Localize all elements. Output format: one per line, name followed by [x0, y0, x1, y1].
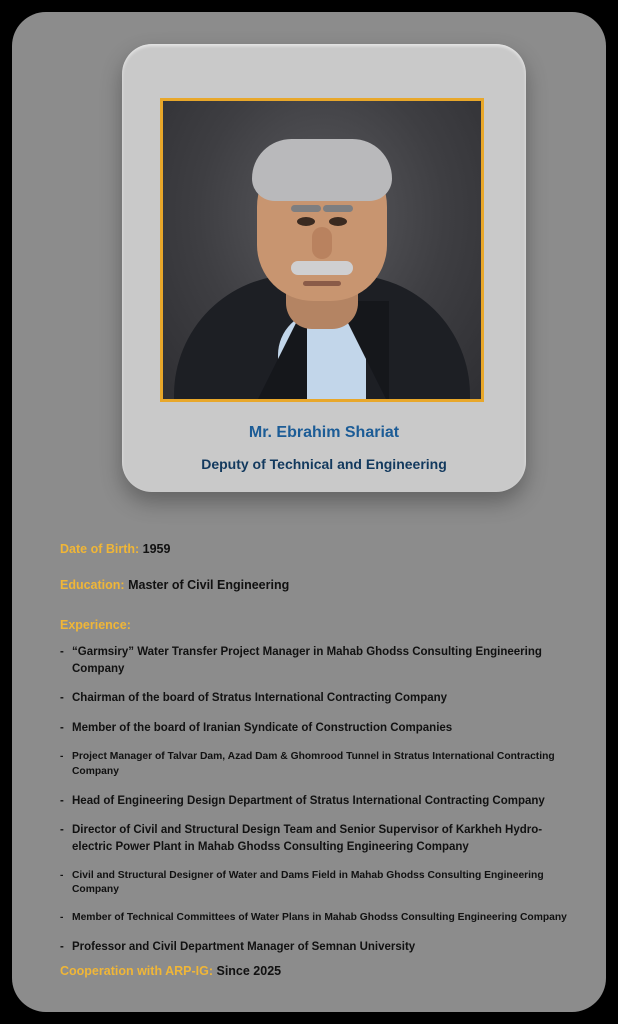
portrait-frame — [160, 98, 484, 402]
bullet-dash: - — [60, 692, 64, 705]
bullet-dash: - — [60, 912, 64, 924]
list-item-text: Civil and Structural Designer of Water and Dams Field in Mahab Ghodss Consulting Engineering Company — [72, 869, 544, 896]
list-item — [60, 720, 570, 737]
hair-shape — [252, 139, 392, 201]
date-of-birth-value: 1959 — [142, 542, 171, 556]
date-of-birth-label: Date of Birth: — [60, 542, 140, 556]
list-item — [60, 750, 570, 780]
bullet-dash: - — [60, 824, 64, 837]
list-item — [60, 822, 570, 855]
list-item-text: Chairman of the board of Stratus International Contracting Company — [72, 692, 448, 705]
profile-page — [12, 12, 606, 1012]
education-row — [60, 578, 570, 592]
experience-label: Experience: — [60, 618, 131, 632]
cooperation-value: Since 2025 — [216, 964, 282, 978]
photo-card — [122, 44, 526, 492]
eyebrow-left-shape — [291, 205, 321, 212]
list-item-text: Member of Technical Committees of Water Plans in Mahab Ghodss Consulting Engineering Company — [72, 912, 567, 924]
list-item-text: Member of the board of Iranian Syndicate of Construction Companies — [72, 722, 453, 735]
list-item-text: Project Manager of Talvar Dam, Azad Dam & Ghomrood Tunnel in Stratus International Contracting Company — [72, 750, 555, 777]
list-item — [60, 869, 570, 899]
list-item-text: Director of Civil and Structural Design Team and Senior Supervisor of Karkheh Hydro-electric Power Plant in Mahab Ghodss Consulting Engineering Company — [72, 824, 543, 853]
date-of-birth-row — [60, 542, 570, 556]
eye-left-shape — [297, 217, 315, 226]
cooperation-label: Cooperation with ARP-IG: — [60, 964, 213, 978]
cooperation-row — [60, 964, 281, 978]
person-name: Mr. Ebrahim Shariat — [248, 424, 400, 441]
list-item — [60, 644, 570, 677]
bullet-dash: - — [60, 794, 64, 807]
mouth-shape — [303, 281, 341, 286]
bullet-dash: - — [60, 646, 64, 658]
bullet-dash: - — [60, 722, 64, 735]
bullet-dash: - — [60, 869, 64, 881]
eye-right-shape — [329, 217, 347, 226]
list-item-text: Professor and Civil Department Manager of Semnan University — [72, 941, 416, 954]
list-item — [60, 939, 570, 956]
person-role: Deputy of Technical and Engineering — [201, 456, 447, 472]
list-item — [60, 793, 570, 810]
mustache-shape — [291, 261, 353, 275]
details-section — [60, 542, 570, 969]
bullet-dash: - — [60, 750, 64, 762]
list-item-text: “Garmsiry” Water Transfer Project Manager in Mahab Ghodss Consulting Engineering Company — [72, 646, 542, 675]
list-item — [60, 911, 570, 926]
bullet-dash: - — [60, 941, 64, 954]
eyebrow-right-shape — [323, 205, 353, 212]
education-value: Master of Civil Engineering — [128, 578, 290, 592]
nose-shape — [312, 227, 332, 259]
list-item-text: Head of Engineering Design Department of Stratus International Contracting Company — [72, 794, 545, 807]
list-item — [60, 690, 570, 707]
education-label: Education: — [60, 578, 125, 592]
portrait-photo — [163, 101, 481, 399]
